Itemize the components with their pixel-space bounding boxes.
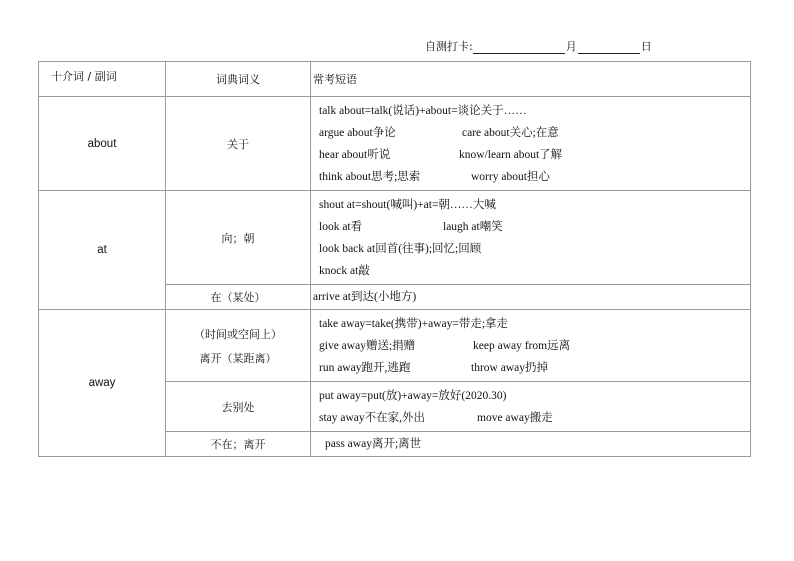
meaning-about: 关于 (166, 97, 311, 191)
checkin-line (425, 38, 653, 54)
checkin-label: 自测打卡: (425, 40, 473, 53)
month-label: 月 (565, 40, 577, 53)
phrase-line (319, 335, 750, 357)
month-blank[interactable] (473, 41, 565, 54)
phrase-line (319, 166, 750, 188)
phrase-line (319, 144, 750, 166)
day-blank[interactable] (578, 41, 640, 54)
row-away (39, 310, 751, 382)
header-row (39, 62, 751, 97)
meaning-away-absent: 不在；离开 (166, 432, 311, 457)
phrase: think about思考;思索 (319, 171, 421, 183)
row-at (39, 191, 751, 285)
meaning-at-direction: 向；朝 (166, 191, 311, 285)
meaning-line: （时间或空间上） (194, 327, 282, 341)
phrase: laugh at嘲笑 (443, 221, 503, 233)
phrase-line (319, 122, 750, 144)
vocab-table (38, 61, 751, 457)
phrase-line: look back at回首(往事);回忆;回顾 (319, 243, 482, 255)
phrase: argue about争论 (319, 127, 396, 139)
phrases-about (311, 97, 751, 191)
phrase: run away跑开,逃跑 (319, 362, 411, 374)
phrase: know/learn about了解 (459, 149, 563, 161)
phrases-away-elsewhere (311, 382, 751, 432)
phrase-line: put away=put(放)+away=放好(2020.30) (319, 390, 507, 402)
meaning-away-distance (166, 310, 311, 382)
phrase: move away搬走 (477, 412, 553, 424)
phrases-away-absent (311, 432, 751, 457)
phrase-line: talk about=talk(说话)+about=谈论关于…… (319, 105, 527, 117)
phrase: throw away扔掉 (471, 362, 548, 374)
phrase: stay away不在家,外出 (319, 412, 426, 424)
header-phrases: 常考短语 (311, 62, 751, 97)
meaning-line: 离开（某距离） (199, 351, 277, 365)
header-meaning: 词典词义 (166, 62, 311, 97)
phrase-line: knock at敲 (319, 265, 370, 277)
day-label: 日 (640, 40, 652, 53)
word-about: about (39, 97, 166, 191)
phrases-at-place (311, 285, 751, 310)
phrase-line (319, 216, 750, 238)
phrase: worry about担心 (471, 171, 550, 183)
phrases-away-distance (311, 310, 751, 382)
phrase-line (319, 357, 750, 379)
phrase-line: pass away离开;离世 (325, 438, 422, 450)
phrase: give away赠送;捐赠 (319, 340, 416, 352)
phrase-line (319, 407, 750, 429)
phrase-line: arrive at到达(小地方) (313, 291, 417, 303)
phrase: hear about听说 (319, 149, 391, 161)
meaning-away-elsewhere: 去别处 (166, 382, 311, 432)
header-word: 十介词 / 副词 (39, 62, 166, 97)
phrase: keep away from远离 (473, 340, 571, 352)
phrase-line: take away=take(携带)+away=带走;拿走 (319, 318, 509, 330)
phrase: look at看 (319, 221, 363, 233)
row-about (39, 97, 751, 191)
phrases-at (311, 191, 751, 285)
word-away: away (39, 310, 166, 457)
phrase: care about关心;在意 (462, 127, 559, 139)
word-at: at (39, 191, 166, 310)
phrase-line: shout at=shout(喊叫)+at=朝……大喊 (319, 199, 496, 211)
meaning-at-place: 在（某处） (166, 285, 311, 310)
